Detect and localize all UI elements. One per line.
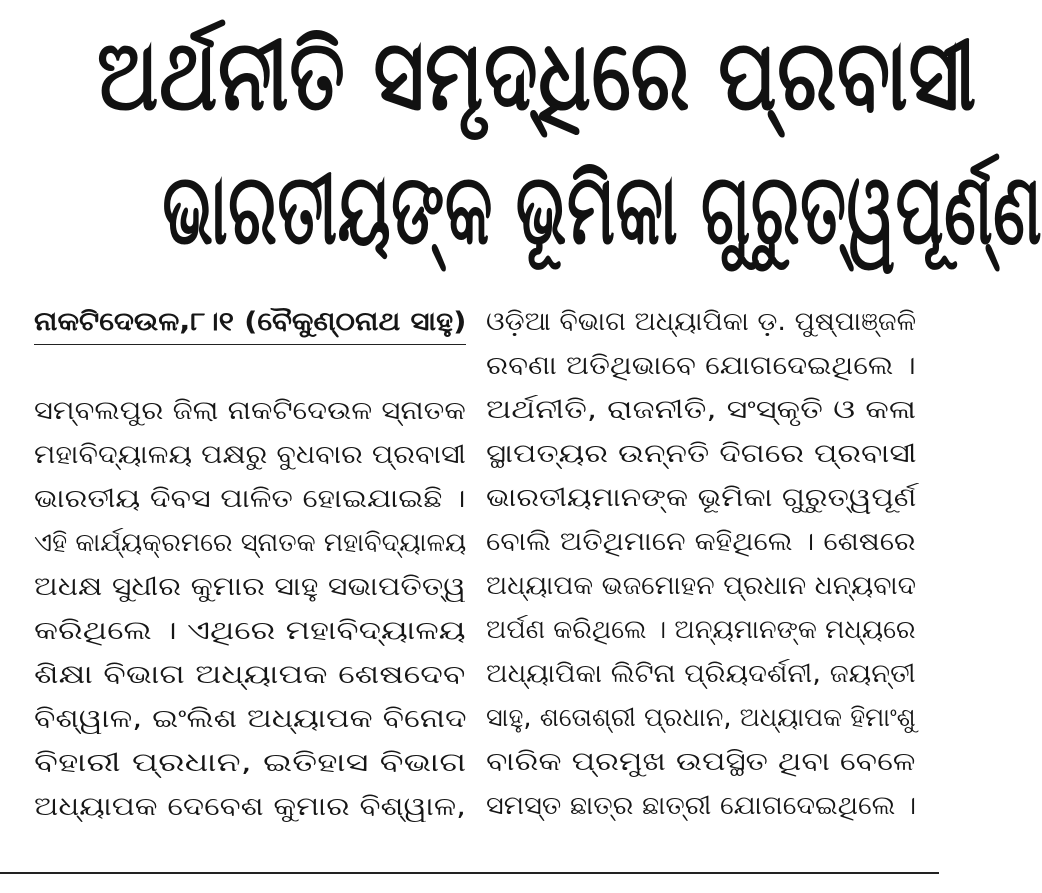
body-line: ଅଧକ୍ଷ ସୁଧୀର କୁମାର ସାହୁ ସଭାପତିତ୍ୱ xyxy=(34,572,466,602)
headline-line-1: ଅର୍ଥନୀତି ସମୃଦ୍ଧିରେ ପ୍ରବାସୀ xyxy=(96,19,977,133)
body-line: ବୋଲି ଅତିଥିମାନେ କହିଥିଲେ । ଶେଷରେ xyxy=(486,527,916,557)
body-line: ଓଡ଼ିଆ ବିଭାଗ ଅଧ୍ୟାପିକା ଡ଼. ପୁଷ୍ପାଞ୍ଜଳି xyxy=(486,307,917,337)
body-line: ଭାରତୀୟ ଦିବସ ପାଳିତ ହୋଇଯାଇଛି । xyxy=(34,484,466,514)
body-line: ଅର୍ଥନୀତି, ରାଜନୀତି, ସଂସ୍କୃତି ଓ କଳା xyxy=(486,395,916,425)
body-line: ସମସ୍ତ ଛାତ୍ର ଛାତ୍ରୀ ଯୋଗଦେଇଥିଲେ । xyxy=(486,791,917,821)
dateline-divider xyxy=(34,344,466,345)
article-left-column xyxy=(34,300,466,829)
body-line: କରିଥିଲେ । ଏଥିରେ ମହାବିଦ୍ୟାଳୟ xyxy=(34,616,466,646)
headline-line-2: ଭାରତୀୟଙ୍କ ଭୂମିକା ଗୁରୁତ୍ୱପୂର୍ଣ୍ଣ xyxy=(162,153,1042,267)
body-line: ଅଧ୍ୟାପକ ଭଜମୋହନ ପ୍ରଧାନ ଧନ୍ୟବାଦ xyxy=(486,571,916,601)
body-line: ବିଶ୍ୱାଳ, ଇଂଲିଶ ଅଧ୍ୟାପକ ବିନୋଦ xyxy=(34,704,467,734)
body-line: ଅଧ୍ୟାପକ ଦେବେଶ କୁମାର ବିଶ୍ୱାଳ, xyxy=(34,792,466,822)
body-line: ଅର୍ପଣ କରିଥିଲେ । ଅନ୍ୟମାନଙ୍କ ମଧ୍ୟରେ xyxy=(486,615,916,645)
body-line: ମହାବିଦ୍ୟାଳୟ ପକ୍ଷରୁ ବୁଧବାର ପ୍ରବାସୀ xyxy=(34,440,466,470)
body-line: ଏହି କାର୍ଯ୍ୟକ୍ରମରେ ସ୍ନାତକ ମହାବିଦ୍ୟାଳୟ xyxy=(34,528,467,558)
body-line: ଶିକ୍ଷା ବିଭାଗ ଅଧ୍ୟାପକ ଶେଷଦେବ xyxy=(34,660,466,690)
body-line: ବିହାରୀ ପ୍ରଧାନ, ଇତିହାସ ବିଭାଗ xyxy=(34,748,467,778)
body-line: ସମ୍ବଲପୁର ଜିଲା ନାକଟିଦେଉଳ ସ୍ନାତକ xyxy=(34,396,466,426)
body-line: ସାହୁ, ଶତୋଶ୍ରୀ ପ୍ରଧାନ, ଅଧ୍ୟାପକ ହିମାଂଶୁ xyxy=(486,703,916,733)
bottom-divider xyxy=(0,872,939,874)
body-line: ବାରିକ ପ୍ରମୁଖ ଉପସ୍ଥିତ ଥିବା ବେଳେ xyxy=(486,747,916,777)
article-right-column xyxy=(486,300,916,828)
body-line: ରବଣା ଅତିଥିଭାବେ ଯୋଗଦେଇଥିଲେ । xyxy=(486,351,916,381)
body-line: ଭାରତୀୟମାନଙ୍କ ଭୂମିକା ଗୁରୁତ୍ୱପୂର୍ଣ xyxy=(486,483,917,513)
body-line: ସ୍ଥାପତ୍ୟର ଉନ୍ନତି ଦିଗରେ ପ୍ରବାସୀ xyxy=(486,439,917,469)
dateline: ନାକଟିଦେଉଳ,୮।୧ (ବୈକୁଣ୍ଠନାଥ ସାହୁ) xyxy=(34,307,467,337)
body-line: ଅଧ୍ୟାପିକା ଲିଟିନା ପ୍ରିୟଦର୍ଶନୀ, ଜୟନ୍ତୀ xyxy=(486,659,916,689)
